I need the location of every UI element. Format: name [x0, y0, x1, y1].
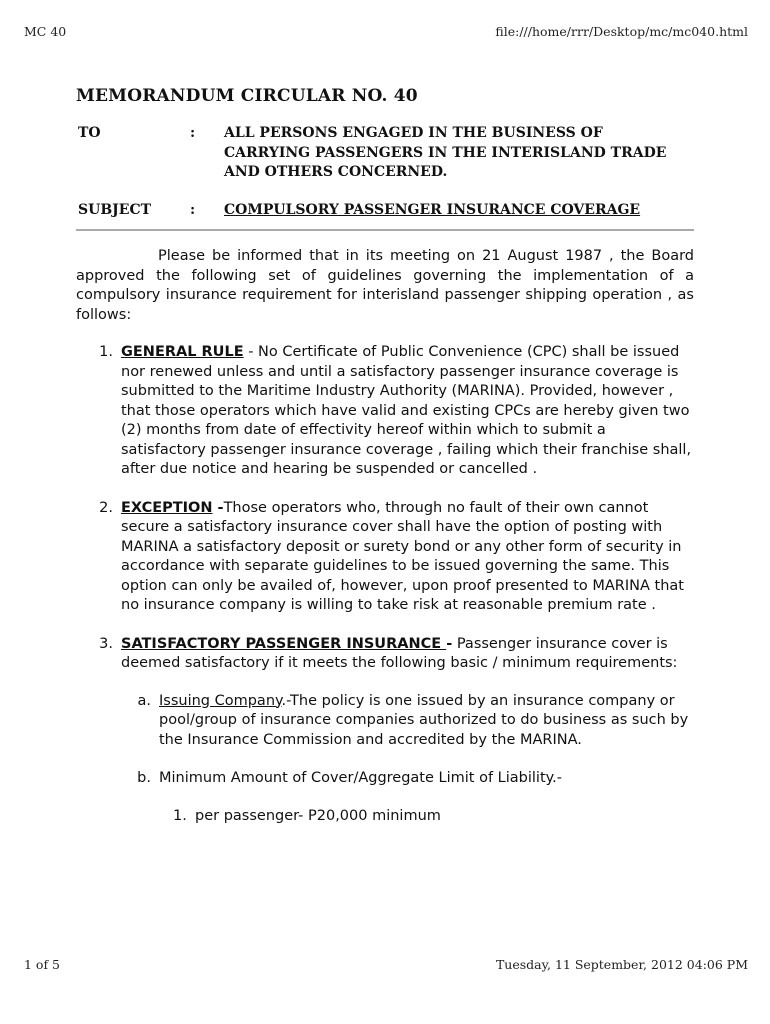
to-label: TO [78, 125, 101, 141]
item-number: 2. [99, 499, 113, 516]
sublist-item [121, 692, 694, 751]
list-item [76, 635, 694, 827]
subject-row [76, 201, 694, 221]
print-timestamp: Tuesday, 11 September, 2012 04:06 PM [495, 957, 748, 972]
subitem-number: a. [137, 692, 151, 709]
item-heading: GENERAL RULE [121, 344, 244, 360]
divider [76, 229, 694, 231]
page-count: 1 of 5 [24, 957, 61, 972]
header-left: MC 40 [24, 24, 67, 39]
to-line: ALL PERSONS ENGAGED IN THE BUSINESS OF [224, 125, 603, 141]
item-body [113, 343, 694, 480]
subject-colon: : [190, 201, 196, 218]
item-number: 1. [99, 344, 113, 360]
item-dash: - [212, 499, 224, 516]
to-line: AND OTHERS CONCERNED. [224, 164, 448, 180]
item-body [113, 635, 694, 827]
page-title: MEMORANDUM CIRCULAR NO. 40 [76, 86, 418, 106]
item-heading: EXCEPTION [121, 499, 213, 516]
subsublist-item [121, 807, 694, 827]
subitem-body [159, 692, 694, 751]
to-row [76, 124, 694, 183]
page-footer [24, 957, 748, 972]
item-dash: - [446, 635, 453, 652]
document [76, 86, 694, 826]
sublist-item [121, 769, 694, 789]
subject-label: SUBJECT [78, 201, 152, 218]
list-item [76, 343, 694, 480]
guidelines-list [76, 343, 694, 826]
page-header [24, 24, 748, 39]
item-heading: SATISFACTORY PASSENGER INSURANCE [121, 635, 447, 652]
subitem-number: b. [137, 770, 151, 786]
sublist [121, 692, 694, 827]
subitem-label: Issuing Company [159, 692, 282, 709]
intro-paragraph [76, 247, 694, 325]
to-line: CARRYING PASSENGERS IN THE INTERISLAND TRADE [224, 144, 667, 161]
item-body [113, 499, 694, 616]
item-text: - No Certificate of Public Convenience (CPC) shall be issued nor renewed unless and until a satisfactory passenger insurance coverage is submitted to the Maritime Industry Authority (MARINA). Provided, however , that those operators which have valid and existing CPCs are hereby given two (2) months from date of effectivity hereof within which to submit a satisfactory passenger insurance coverage , failing which their franchise shall, after due notice and hearing be suspended or cancelled . [121, 344, 692, 477]
subitem-text: Minimum Amount of Cover/Aggregate Limit of Liability.- [159, 770, 562, 786]
header-url: file:///home/rrr/Desktop/mc/mc040.html [495, 24, 748, 39]
item-text: Passenger insurance cover is deemed satisfactory if it meets the following basic / minimum requirements: [121, 635, 678, 671]
list-item [76, 499, 694, 616]
subitem-body [159, 769, 694, 789]
to-colon: : [190, 125, 196, 141]
item-text: Those operators who, through no fault of their own cannot secure a satisfactory insurance cover shall have the option of posting with MARINA a satisfactory deposit or surety bond or any other form of security in accordance with separate guidelines to be issued governing the same. This option can only be availed of, however, upon proof presented to MARINA that no insurance company is willing to take risk at reasonable premium rate . [121, 499, 684, 613]
subject-value: COMPULSORY PASSENGER INSURANCE COVERAGE [224, 201, 641, 218]
item-number: 3. [99, 635, 113, 652]
subsubitem-text: per passenger- P20,000 minimum [195, 807, 441, 824]
subsubitem-number: 1. [173, 807, 187, 824]
to-value [224, 124, 694, 183]
intro-text: Please be informed that in its meeting on 21 August 1987 , the Board approved the following set of guidelines governing the implementation of a compulsory insurance requirement for interisland passenger shipping operation , as follows: [76, 248, 694, 323]
subitem-text: .-The policy is one issued by an insurance company or pool/group of insurance companies authorized to do business as such by the Insurance Commission and accredited by the MARINA. [159, 692, 689, 748]
